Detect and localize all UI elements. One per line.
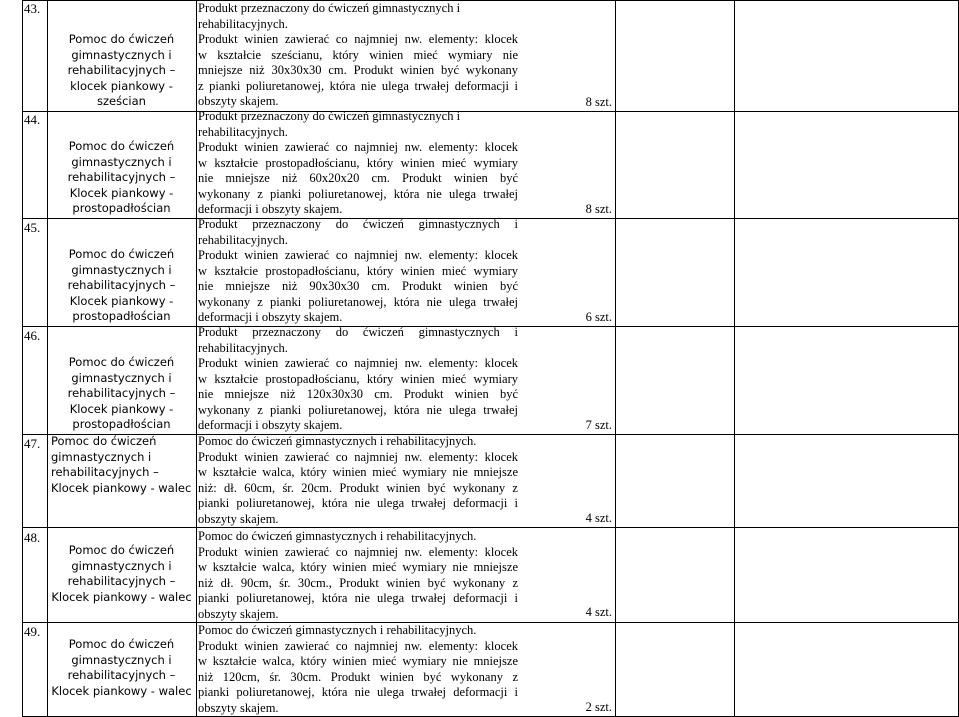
description-line: w kształcie walca, który winien mieć wymiary nie mniejsze	[198, 465, 518, 479]
row-number: 48.	[24, 530, 41, 545]
product-name	[49, 139, 194, 217]
product-name-line: gimnastycznych i	[71, 262, 172, 277]
product-name-line: klocek piankowy -	[70, 78, 173, 93]
description-line: deformacji i obszyty skajem.	[198, 202, 343, 216]
product-name	[51, 434, 196, 496]
description-line: rehabilitacyjnych.	[198, 16, 288, 31]
description-line: niż: dł. 60cm, śr. 20cm. Produkt winien być wykonany z	[198, 480, 518, 495]
description-line: Pomoc do ćwiczeń gimnastycznych i rehabilitacyjnych.	[198, 434, 477, 448]
column-divider	[47, 0, 48, 717]
description-line: niż dł. 90cm, śr. 30cm., Produkt winien być wykonany z	[198, 575, 518, 590]
description-line: Produkt winien zawierać co najmniej nw. elementy: klocek	[198, 248, 518, 262]
product-name-line: gimnastycznych i	[71, 154, 172, 169]
quantity: 4 szt.	[585, 605, 612, 619]
description-line: wykonany z pianki poliuretanowej, która nie ulega trwałej	[198, 186, 518, 201]
row-number: 46.	[24, 328, 41, 343]
description-line: Produkt przeznaczony do ćwiczeń gimnastycznych i	[198, 217, 518, 231]
product-name-line: rehabilitacyjnych –	[67, 386, 176, 400]
description-line: w kształcie walca, który winien mieć wymiary nie mniejsze	[198, 654, 518, 668]
row-number: 47.	[24, 436, 41, 451]
quantity: 4 szt.	[585, 511, 612, 525]
product-description	[198, 623, 518, 716]
description-line: niż 120cm, śr. 30cm. Produkt winien być wykonany z	[198, 669, 518, 684]
product-description	[198, 1, 518, 110]
description-line: pianki poliuretanowej, która nie ulega trwałej deformacji i	[198, 496, 518, 510]
description-line: obszyty skajem.	[198, 511, 279, 526]
description-line: rehabilitacyjnych.	[198, 124, 288, 139]
column-divider	[22, 0, 23, 717]
row-number: 49.	[24, 624, 41, 639]
product-name-line: prostopadłościan	[72, 309, 171, 323]
description-line: wykonany z pianki poliuretanowej, która nie ulega trwałej	[198, 402, 518, 417]
description-line: rehabilitacyjnych.	[198, 340, 288, 355]
row-number: 44.	[24, 112, 41, 127]
product-name-line: Klocek piankowy -	[69, 185, 174, 200]
description-line: pianki poliuretanowej, która nie ulega trwałej deformacji i	[198, 591, 518, 605]
description-line: Produkt winien zawierać co najmniej nw. elementy: klocek	[198, 356, 518, 370]
description-line: Produkt winien zawierać co najmniej nw. elementy: klocek	[198, 638, 518, 653]
description-line: Produkt przeznaczony do ćwiczeń gimnastycznych i	[198, 109, 461, 123]
description-line: w kształcie walca, który winien mieć wymiary nie mniejsze	[198, 560, 518, 574]
product-name-line: Klocek piankowy - walec	[51, 683, 192, 698]
product-name	[49, 355, 194, 433]
product-name	[49, 32, 194, 110]
row-number: 45.	[24, 220, 41, 235]
description-line: z pianki poliuretanowej, która nie ulega trwałej deformacji i	[198, 78, 518, 93]
description-line: mniejsze niż 30x30x30 cm. Produkt winien być wykonany	[198, 63, 518, 77]
description-line: Produkt winien zawierać co najmniej nw. elementy: klocek	[198, 140, 518, 154]
column-divider	[615, 0, 616, 717]
description-line: obszyty skajem.	[198, 94, 279, 108]
description-line: w kształcie prostopadłościanu, który winien mieć wymiary	[198, 155, 518, 170]
product-name-line: Pomoc do ćwiczeń	[68, 543, 175, 557]
description-line: w kształcie prostopadłościanu, który winien mieć wymiary	[198, 263, 518, 278]
quantity: 8 szt.	[585, 202, 612, 216]
description-line: deformacji i obszyty skajem.	[198, 310, 343, 324]
description-line: wykonany z pianki poliuretanowej, która nie ulega trwałej	[198, 294, 518, 309]
product-name-line: rehabilitacyjnych –	[67, 574, 176, 588]
product-name-line: Pomoc do ćwiczeń	[68, 32, 175, 46]
description-line: deformacji i obszyty skajem.	[198, 418, 343, 432]
description-line: pianki poliuretanowej, która nie ulega trwałej deformacji i	[198, 685, 518, 699]
description-line: Pomoc do ćwiczeń gimnastycznych i rehabilitacyjnych.	[198, 623, 477, 637]
quantity: 6 szt.	[585, 310, 612, 324]
product-name-line: Pomoc do ćwiczeń	[68, 637, 175, 651]
description-line: Produkt winien zawierać co najmniej nw. elementy: klocek	[198, 32, 518, 46]
product-name-line: gimnastycznych i	[71, 370, 172, 385]
product-name	[49, 247, 194, 325]
column-divider	[734, 0, 735, 717]
quantity: 8 szt.	[585, 95, 612, 109]
description-line: Produkt przeznaczony do ćwiczeń gimnastycznych i	[198, 325, 518, 339]
description-line: Pomoc do ćwiczeń gimnastycznych i rehabilitacyjnych.	[198, 529, 477, 543]
quantity: 2 szt.	[585, 700, 612, 714]
quantity: 7 szt.	[585, 418, 612, 432]
product-description	[198, 325, 518, 434]
product-name-line: prostopadłościan	[72, 417, 171, 431]
product-description	[198, 109, 518, 218]
product-name-line: Pomoc do ćwiczeń	[68, 247, 175, 261]
product-name-line: Klocek piankowy -	[69, 401, 174, 416]
product-description	[198, 217, 518, 326]
description-line: rehabilitacyjnych.	[198, 232, 288, 247]
row-divider	[22, 527, 959, 528]
product-name	[49, 543, 194, 605]
product-name-line: gimnastycznych i	[71, 47, 172, 62]
product-name-line: gimnastycznych i	[51, 449, 152, 464]
product-description	[198, 529, 518, 622]
product-name	[49, 637, 194, 699]
product-name-line: Pomoc do ćwiczeń	[68, 139, 175, 153]
description-line: nie mniejsze niż 60x20x20 cm. Produkt winien być	[198, 171, 518, 185]
product-name-line: rehabilitacyjnych –	[67, 278, 176, 292]
product-name-line: Pomoc do ćwiczeń	[51, 434, 157, 448]
description-line: w kształcie prostopadłościanu, który winien mieć wymiary	[198, 371, 518, 386]
description-line: nie mniejsze niż 120x30x30 cm. Produkt winien być	[198, 387, 518, 401]
description-line: obszyty skajem.	[198, 606, 279, 621]
product-name-line: rehabilitacyjnych –	[67, 668, 176, 682]
product-name-line: Klocek piankowy - walec	[51, 589, 192, 604]
product-name-line: gimnastycznych i	[71, 652, 172, 667]
column-divider	[196, 0, 197, 717]
product-name-line: prostopadłościan	[72, 201, 171, 215]
product-name-line: sześcian	[97, 94, 146, 108]
product-name-line: rehabilitacyjnych –	[67, 170, 176, 184]
description-line: Produkt winien zawierać co najmniej nw. elementy: klocek	[198, 544, 518, 559]
product-name-line: gimnastycznych i	[71, 558, 172, 573]
product-name-line: rehabilitacyjnych –	[67, 63, 176, 77]
product-name-line: rehabilitacyjnych –	[51, 465, 159, 479]
description-line: Produkt przeznaczony do ćwiczeń gimnastycznych i	[198, 1, 461, 15]
description-line: Produkt winien zawierać co najmniej nw. elementy: klocek	[198, 449, 518, 464]
product-name-line: Klocek piankowy - walec	[51, 480, 192, 495]
description-line: obszyty skajem.	[198, 700, 279, 715]
product-description	[198, 434, 518, 527]
product-name-line: Pomoc do ćwiczeń	[68, 355, 175, 369]
product-name-line: Klocek piankowy -	[69, 293, 174, 308]
description-line: nie mniejsze niż 90x30x30 cm. Produkt winien być	[198, 279, 518, 293]
row-number: 43.	[24, 1, 41, 16]
description-line: w kształcie sześcianu, który winien mieć wymiary nie	[198, 47, 518, 62]
